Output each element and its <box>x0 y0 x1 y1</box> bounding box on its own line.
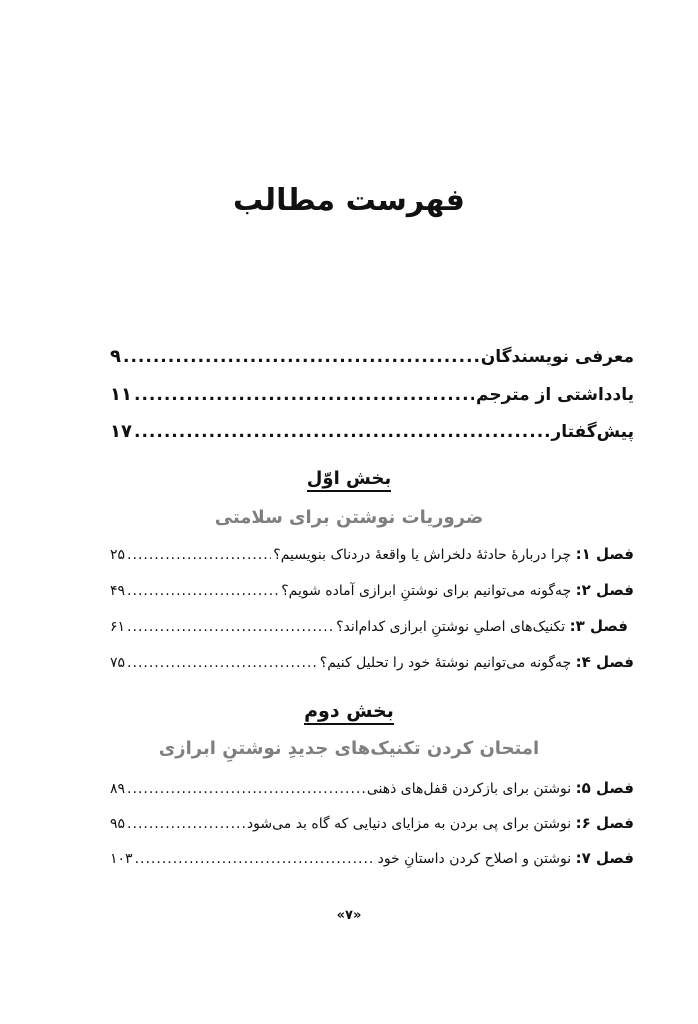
leader-dots <box>127 547 271 563</box>
entry-page-number: ۶۱ <box>110 619 126 635</box>
toc-entry-preface <box>110 421 634 442</box>
chapter-number: فصل ۵: <box>575 779 634 797</box>
entry-page-number: ۹ <box>110 346 121 367</box>
part-heading-text: بخش دوم <box>304 700 394 725</box>
chapter-title: نوشتن برای پی بردن به مزایای دنیایی که گاه بد می‌شود <box>246 816 572 832</box>
chapter-title: نوشتن برای بازکردن قفل‌های ذهنی <box>366 781 572 797</box>
entry-page-number: ۱۰۳ <box>110 851 133 867</box>
entry-page-number: ۲۵ <box>110 547 126 563</box>
toc-entry-chapter <box>110 779 634 797</box>
part-subtitle: امتحان کردن تکنیک‌های جدیدِ نوشتنِ ابرازی <box>158 738 540 759</box>
entry-label: پیش‌گفتار <box>551 422 634 442</box>
chapter-title: چه‌گونه می‌توانیم برای نوشتنِ ابرازی آماده شویم؟ <box>281 583 572 599</box>
leader-dots <box>127 619 334 635</box>
toc-entry-chapter <box>110 545 634 563</box>
page-number: «۷» <box>336 908 362 923</box>
chapter-title: نوشتن و اصلاح کردن داستانِ خود <box>377 851 572 867</box>
chapter-number: فصل ۶: <box>575 814 634 832</box>
entry-label <box>281 581 634 599</box>
chapter-title: تکنیک‌های اصلیِ نوشتنِ ابرازی کدام‌اند؟ <box>336 619 566 635</box>
toc-entry-chapter <box>110 617 628 635</box>
part-heading <box>0 468 698 489</box>
part-heading <box>0 700 698 722</box>
part-subtitle: ضروریات نوشتن برای سلامتی <box>214 507 484 528</box>
entry-page-number: ۴۹ <box>110 583 126 599</box>
toc-entry-chapter <box>110 849 634 867</box>
chapter-number: فصل ۷: <box>575 849 634 867</box>
chapter-number: فصل ۲: <box>575 581 634 599</box>
leader-dots <box>135 851 376 867</box>
leader-dots <box>134 422 549 442</box>
toc-entry-chapter <box>110 814 634 832</box>
leader-dots <box>127 655 318 671</box>
entry-label <box>247 814 634 832</box>
leader-dots <box>123 347 479 367</box>
entry-page-number: ۱۷ <box>110 421 132 442</box>
chapter-number: فصل ۴: <box>575 653 634 671</box>
chapter-number: فصل ۱: <box>575 545 634 563</box>
entry-page-number: ۱۱ <box>110 384 132 405</box>
leader-dots <box>127 583 279 599</box>
entry-page-number: ۸۹ <box>110 781 126 797</box>
entry-label <box>367 779 634 797</box>
entry-label: معرفی نویسندگان <box>480 347 634 367</box>
entry-label <box>378 849 634 867</box>
entry-page-number: ۹۵ <box>110 816 126 832</box>
toc-entry-chapter <box>110 653 634 671</box>
toc-entry-translator-note <box>110 384 634 405</box>
entry-label <box>336 617 628 635</box>
chapter-title: چرا دربارهٔ حادثهٔ دلخراش یا واقعهٔ دردناک بنویسیم؟ <box>273 547 572 563</box>
part-heading-text: بخش اوّل <box>307 468 391 492</box>
leader-dots <box>134 385 474 405</box>
toc-entry-authors <box>110 346 634 367</box>
leader-dots <box>127 816 245 832</box>
toc-entry-chapter <box>110 581 634 599</box>
entry-label: یادداشتی از مترجم <box>476 385 634 405</box>
chapter-number: فصل ۳: <box>569 617 628 635</box>
leader-dots <box>127 781 365 797</box>
entry-page-number: ۷۵ <box>110 655 126 671</box>
toc-title: فهرست مطالب <box>233 183 465 218</box>
chapter-title: چه‌گونه می‌توانیم نوشتهٔ خود را تحلیل کنیم؟ <box>319 655 572 671</box>
entry-label <box>320 653 634 671</box>
entry-label <box>273 545 634 563</box>
